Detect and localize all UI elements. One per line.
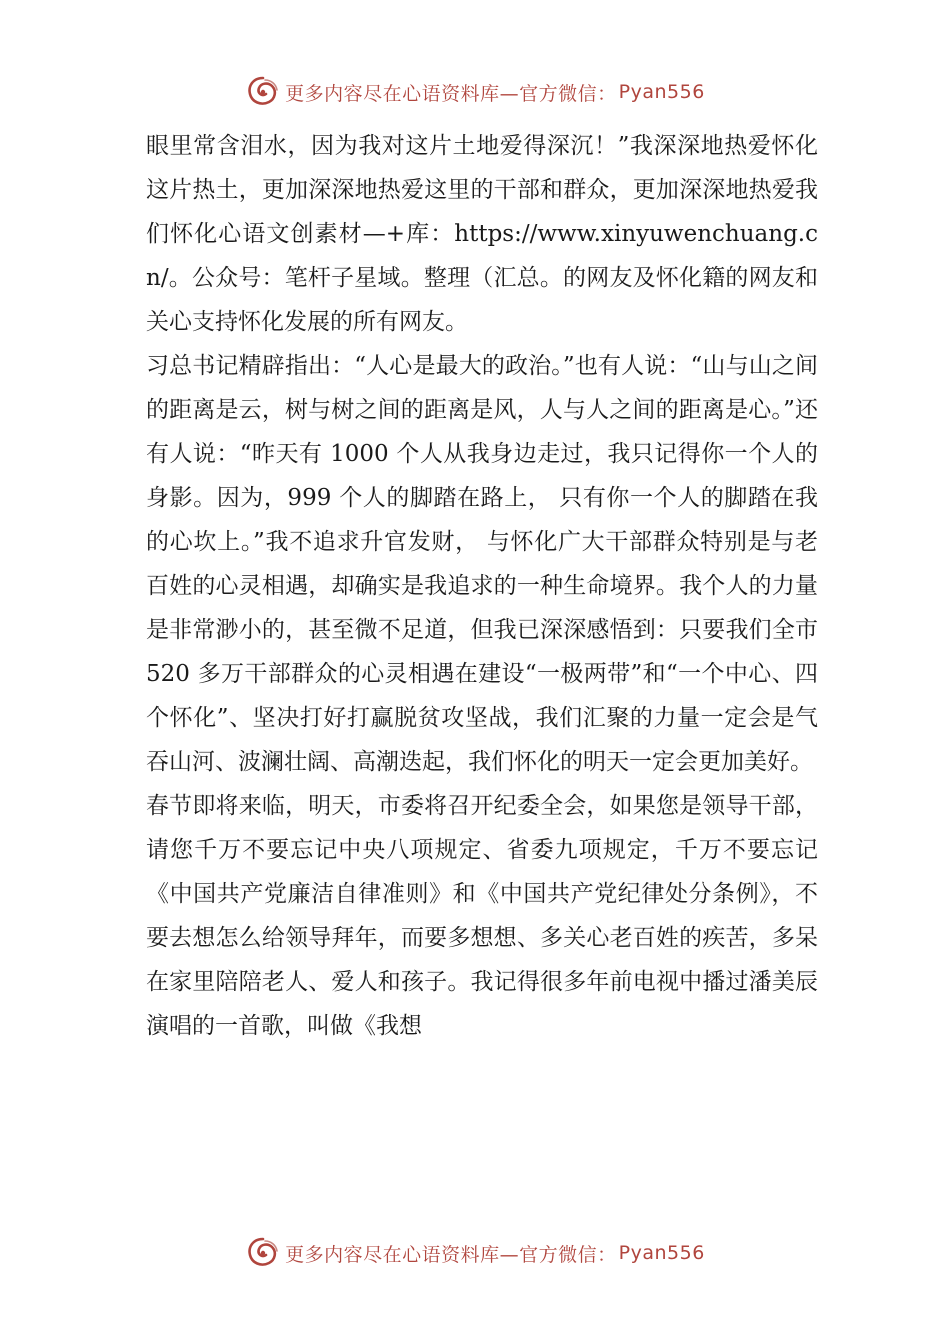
swirl-logo-icon [245, 74, 281, 110]
footer-banner [0, 1233, 950, 1273]
paragraph-1: 眼里常含泪水，因为我对这片土地爱得深沉！”我深深地热爱怀化这片热土，更加深深地热爱这里的干部和群众，更加深深地热爱我们怀化心语文创素材—+库：https://www.xinyuwenchuang.cn/。公众号：笔杆子星域。整理（汇总。的网友及怀化籍的网友和关心支持怀化发展的所有网友。 [146, 133, 818, 335]
document-body [146, 124, 818, 1048]
banner-slogan: 更多内容尽在心语资料库—官方微信： [285, 1243, 617, 1266]
banner-slogan: 更多内容尽在心语资料库—官方微信： [285, 82, 617, 105]
swirl-logo-icon [245, 1235, 281, 1271]
header-banner [0, 72, 950, 112]
banner-wechat-id: Pyan556 [618, 81, 705, 103]
paragraph-2: 习总书记精辟指出：“人心是最大的政治。”也有人说：“山与山之间的距离是云，树与树之间的距离是风，人与人之间的距离是心。”还有人说：“昨天有 1000 个人从我身边走过，我只记得你一个人的身影。因为，999 个人的脚踏在路上， 只有你一个人的脚踏在我的心坎上。”我不追求升官发财， 与怀化广大干部群众特别是与老百姓的心灵相遇，却确实是我追求的一种生命境界。我个人的力量是非常渺小的，甚至微不足道，但我已深深感悟到：只要我们全市 520 多万干部群众的心灵相遇在建设“一极两带”和“一个中心、四个怀化”、坚决打好打赢脱贫攻坚战，我们汇聚的力量一定会是气吞山河、波澜壮阔、高潮迭起，我们怀化的明天一定会更加美好。 [146, 353, 818, 775]
banner-wechat-id: Pyan556 [618, 1242, 705, 1264]
paragraph-3: 春节即将来临，明天，市委将召开纪委全会，如果您是领导干部，请您千万不要忘记中央八项规定、省委九项规定，千万不要忘记《中国共产党廉洁自律准则》和《中国共产党纪律处分条例》，不要去想怎么给领导拜年，而要多想想、多关心老百姓的疾苦，多呆在家里陪陪老人、爱人和孩子。我记得很多年前电视中播过潘美辰演唱的一首歌，叫做《我想 [146, 793, 818, 1039]
